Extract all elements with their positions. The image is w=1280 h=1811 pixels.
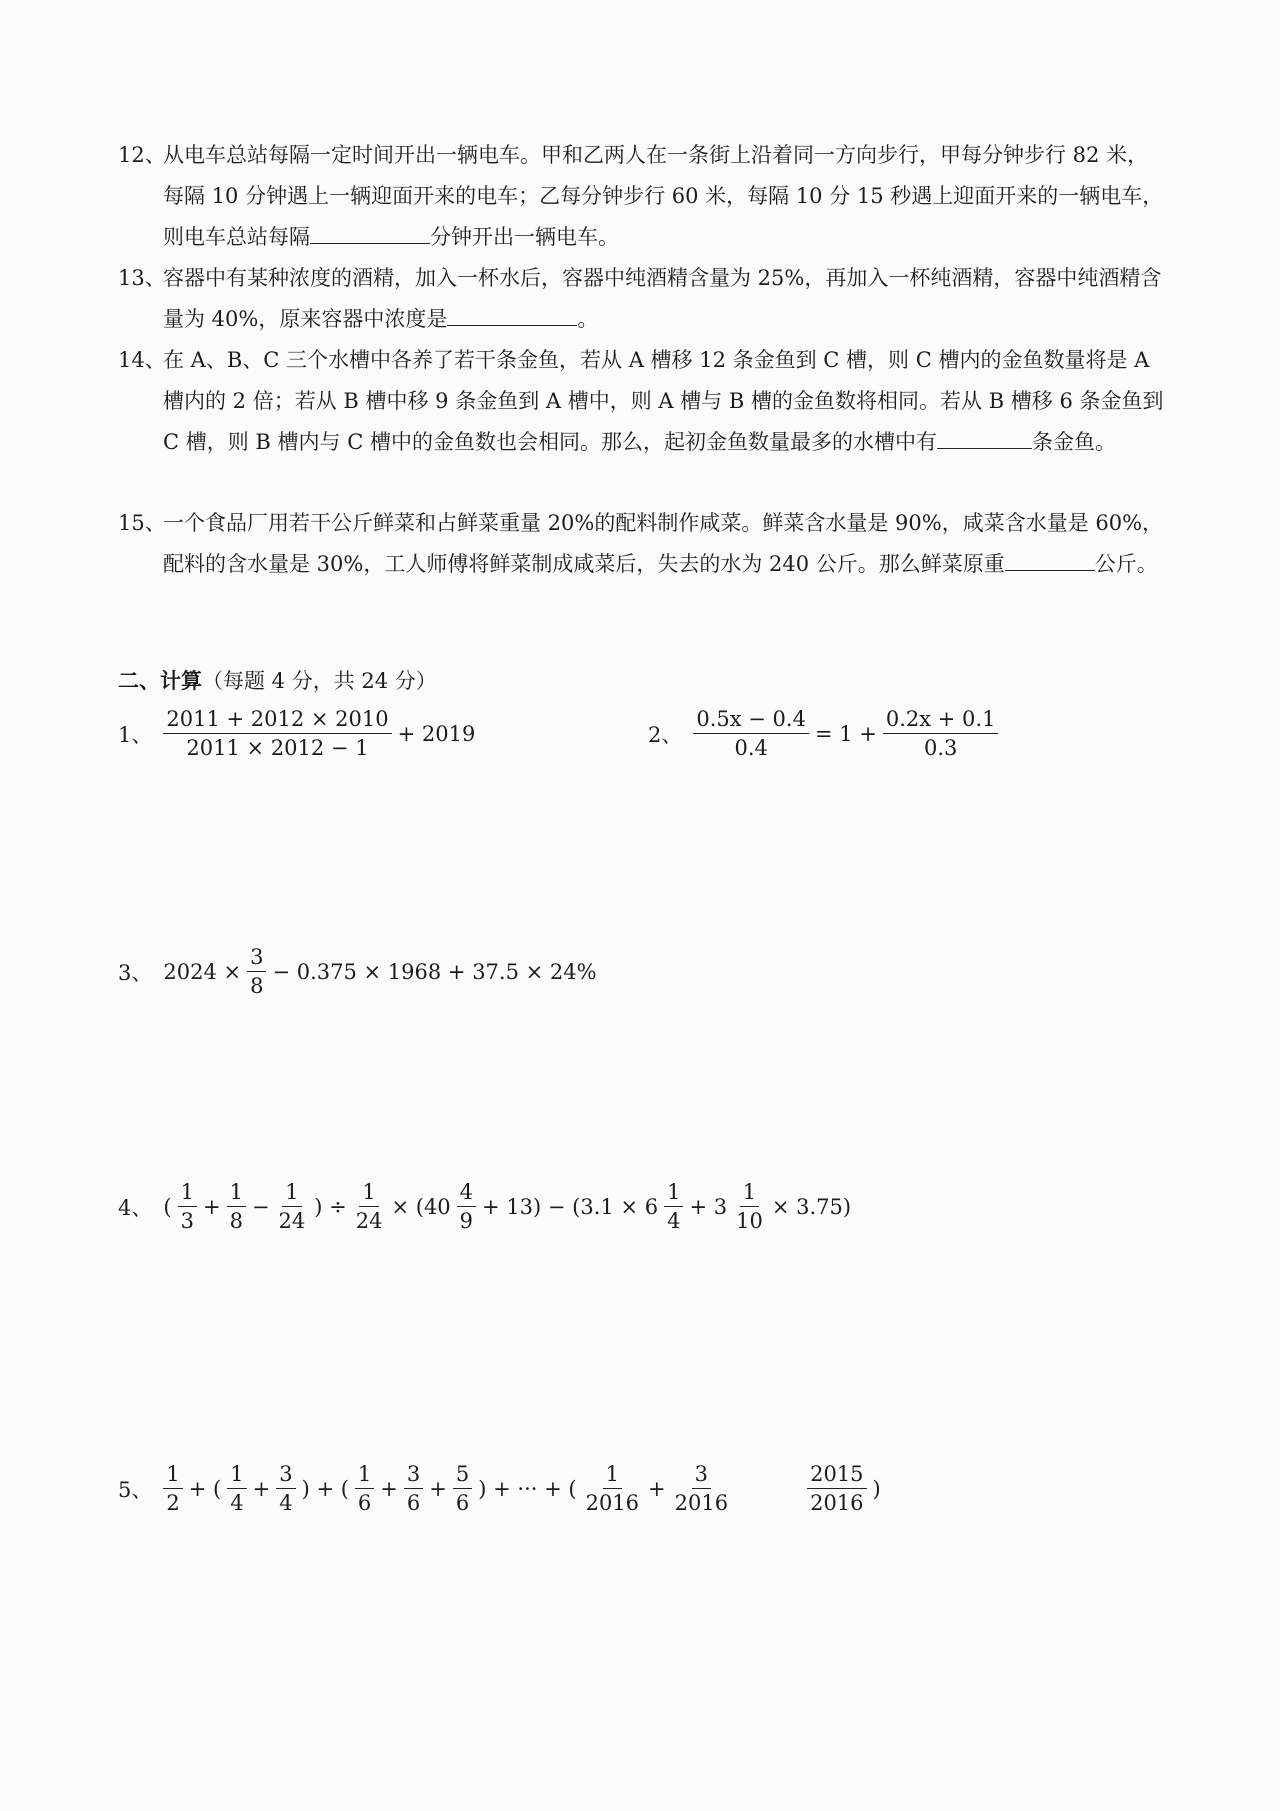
operator: + — [252, 1476, 271, 1501]
numerator: 1 — [163, 1462, 182, 1489]
operator: × 3.75) — [771, 1194, 852, 1219]
fraction-right — [883, 707, 999, 760]
paren: ) — [872, 1476, 881, 1501]
numerator: 1 — [178, 1180, 197, 1207]
operator: − — [251, 1194, 270, 1219]
question-text-end: 。 — [577, 307, 599, 331]
denominator: 2011 × 2012 − 1 — [186, 736, 369, 761]
answer-blank[interactable] — [447, 299, 577, 326]
operator: + 13) − (3.1 × 6 — [482, 1194, 659, 1219]
calc-number: 1、 — [118, 722, 153, 747]
question-14 — [118, 340, 1168, 463]
paren: ( — [163, 1194, 172, 1219]
operator: × (40 — [391, 1194, 451, 1219]
fraction — [583, 1462, 642, 1515]
question-number: 15、 — [118, 511, 166, 535]
question-text: 在 A、B、C 三个水槽中各养了若干条金鱼，若从 A 槽移 12 条金鱼到 C 槽，则 C 槽内的金鱼数量将是 A 槽内的 2 倍；若从 B 槽中移 9 条金鱼到 A 槽中，则 A 槽与 B 槽的金鱼数将相同。若从 B 槽移 6 条金鱼到 C 槽，则 B 槽内与 C 槽中的金鱼数也会相同。那么，起初金鱼数量最多的水槽中有 — [163, 348, 1164, 454]
denominator: 6 — [357, 1491, 372, 1516]
denominator: 6 — [406, 1491, 421, 1516]
denominator: 0.3 — [923, 736, 958, 761]
fraction — [247, 945, 266, 998]
numerator: 1 — [603, 1462, 622, 1489]
operator: ) + ··· + ( — [478, 1476, 577, 1501]
numerator: 3 — [404, 1462, 423, 1489]
fraction — [276, 1180, 309, 1233]
fraction — [353, 1180, 386, 1233]
numerator: 2015 — [807, 1462, 866, 1489]
fraction — [664, 1180, 683, 1233]
fraction — [807, 1462, 866, 1515]
fraction — [276, 1462, 295, 1515]
calc-5 — [118, 1462, 884, 1515]
numerator: 0.2x + 0.1 — [883, 707, 999, 734]
calc-number: 3、 — [118, 960, 153, 985]
fraction — [672, 1462, 731, 1515]
expression-part: 2024 × — [163, 959, 242, 984]
numerator: 1 — [740, 1180, 759, 1207]
fraction — [733, 1180, 766, 1233]
calc-number: 5、 — [118, 1477, 153, 1502]
operator: + ( — [188, 1476, 222, 1501]
fraction — [178, 1180, 197, 1233]
question-text-end: 条金鱼。 — [1031, 430, 1116, 454]
question-13 — [118, 258, 1168, 340]
numerator: 2011 + 2012 × 2010 — [163, 707, 391, 734]
numerator: 1 — [282, 1180, 301, 1207]
question-text: 一个食品厂用若干公斤鲜菜和占鲜菜重量 20%的配料制作咸菜。鲜菜含水量是 90%，咸菜含水量是 60%，配料的含水量是 30%，工人师傅将鲜菜制成咸菜后，失去的水为 240 公斤。那么鲜菜原重 — [163, 511, 1164, 576]
numerator: 3 — [247, 945, 266, 972]
calc-number: 4、 — [118, 1195, 153, 1220]
operator: + — [648, 1476, 666, 1501]
fraction-left — [693, 707, 809, 760]
question-number: 13、 — [118, 266, 166, 290]
numerator: 3 — [276, 1462, 295, 1489]
numerator: 1 — [355, 1462, 374, 1489]
denominator: 0.4 — [734, 736, 768, 761]
numerator: 1 — [227, 1462, 246, 1489]
expression-part: − 0.375 × 1968 + 37.5 × 24% — [272, 959, 597, 984]
denominator: 8 — [229, 1209, 243, 1234]
question-text-end: 分钟开出一辆电车。 — [430, 225, 619, 249]
expression-tail: + 2019 — [397, 721, 476, 746]
denominator: 2016 — [674, 1491, 729, 1516]
numerator: 0.5x − 0.4 — [693, 707, 809, 734]
fraction — [355, 1462, 374, 1515]
denominator: 24 — [355, 1209, 383, 1234]
fraction — [453, 1462, 472, 1515]
section-title: 二、计算 — [118, 668, 202, 693]
question-15 — [118, 503, 1168, 585]
calc-3 — [118, 945, 600, 998]
fraction — [163, 707, 391, 760]
fraction — [457, 1180, 476, 1233]
operator: + — [202, 1194, 221, 1219]
denominator: 9 — [459, 1209, 474, 1234]
section-heading — [118, 665, 437, 695]
denominator: 3 — [180, 1209, 194, 1234]
operator: ) + ( — [301, 1476, 349, 1501]
denominator: 2016 — [585, 1491, 640, 1516]
equals-sign: = 1 + — [814, 721, 877, 746]
question-12 — [118, 135, 1168, 258]
answer-blank[interactable] — [937, 422, 1032, 449]
numerator: 1 — [359, 1180, 378, 1207]
denominator: 6 — [455, 1491, 470, 1516]
denominator: 2 — [166, 1491, 180, 1516]
calc-number: 2、 — [648, 722, 683, 747]
numerator: 1 — [664, 1180, 683, 1207]
answer-blank[interactable] — [310, 217, 430, 244]
fraction — [163, 1462, 182, 1515]
calc-4 — [118, 1180, 854, 1233]
numerator: 3 — [692, 1462, 711, 1489]
denominator: 4 — [230, 1491, 244, 1516]
fraction — [227, 1180, 246, 1233]
question-number: 12、 — [118, 143, 166, 167]
operator: ) ÷ — [314, 1194, 347, 1219]
denominator: 24 — [278, 1209, 306, 1234]
section-note: （每题 4 分，共 24 分） — [202, 669, 437, 693]
question-text-end: 公斤。 — [1094, 552, 1158, 576]
numerator: 1 — [227, 1180, 246, 1207]
fraction — [227, 1462, 246, 1515]
denominator: 4 — [667, 1209, 681, 1234]
answer-blank[interactable] — [1005, 544, 1095, 571]
question-text: 从电车总站每隔一定时间开出一辆电车。甲和乙两人在一条街上沿着同一方向步行，甲每分钟步行 82 米，每隔 10 分钟遇上一辆迎面开来的电车；乙每分钟步行 60 米，每隔 10 分 15 秒遇上迎面开来的一辆电车，则电车总站每隔 — [163, 143, 1164, 249]
question-text: 容器中有某种浓度的酒精，加入一杯水后，容器中纯酒精含量为 25%，再加入一杯纯酒精，容器中纯酒精含量为 40%，原来容器中浓度是 — [163, 266, 1162, 331]
denominator: 4 — [279, 1491, 293, 1516]
denominator: 8 — [250, 974, 264, 999]
denominator: 10 — [736, 1209, 763, 1234]
operator: + — [429, 1476, 447, 1501]
denominator: 2016 — [810, 1491, 864, 1516]
operator: + — [380, 1476, 398, 1501]
operator: + 3 — [689, 1194, 728, 1219]
numerator: 4 — [457, 1180, 476, 1207]
numerator: 5 — [453, 1462, 472, 1489]
fraction — [404, 1462, 423, 1515]
calc-1 — [118, 707, 478, 760]
calc-2 — [648, 707, 1001, 760]
question-number: 14、 — [118, 348, 166, 372]
